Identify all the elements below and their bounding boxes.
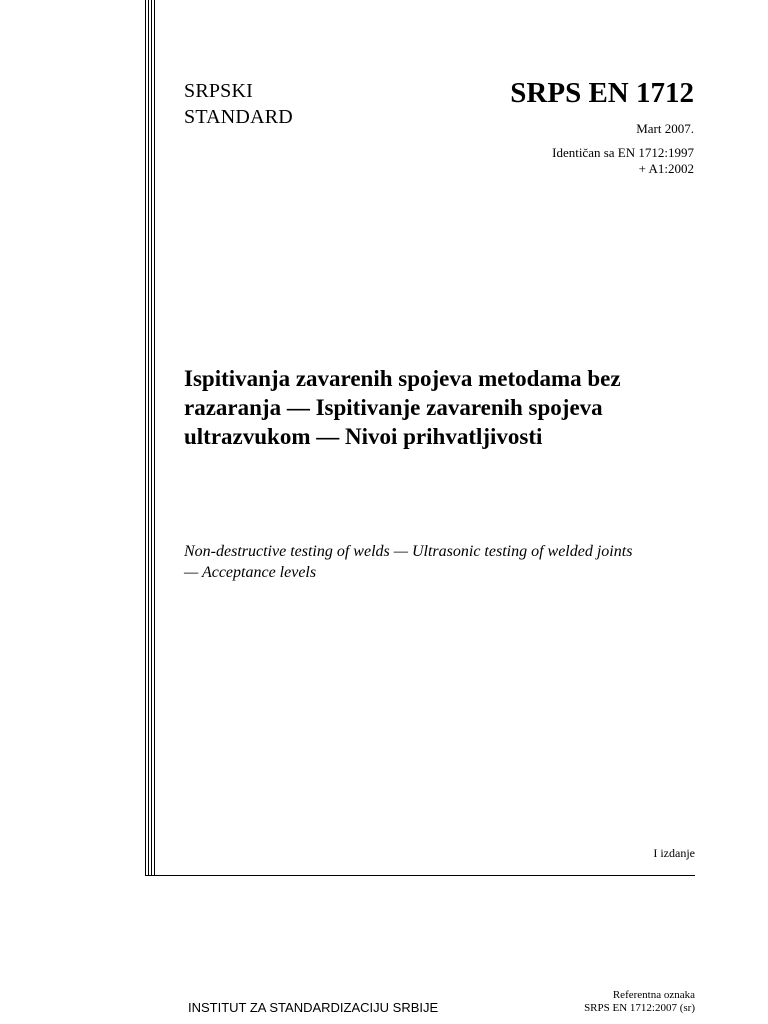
english-title-line1: Non-destructive testing of welds — Ultrasonic testing of welded joints	[184, 543, 633, 560]
serbian-title-line2: razaranja — Ispitivanje zavarenih spojeva	[184, 395, 603, 420]
serbian-title-line1: Ispitivanja zavarenih spojeva metodama bez	[184, 366, 621, 391]
standard-type-line2: STANDARD	[184, 106, 293, 128]
standard-type-line1: SRPSKI	[184, 80, 254, 102]
border-line-1	[145, 0, 146, 876]
identical-line1: Identičan sa EN 1712:1997	[552, 145, 694, 160]
english-title	[184, 541, 704, 583]
identical-line2: + A1:2002	[638, 161, 694, 176]
horizontal-rule	[145, 875, 695, 876]
reference-label: Referentna oznaka	[612, 989, 695, 1001]
border-line-2	[148, 0, 149, 876]
serbian-title	[184, 364, 704, 451]
standard-number: SRPS EN 1712	[510, 77, 694, 109]
english-title-line2: — Acceptance levels	[184, 564, 317, 581]
edition-label: I izdanje	[653, 846, 695, 860]
identical-note	[552, 145, 694, 177]
reference-code: SRPS EN 1712:2007 (sr)	[584, 1002, 695, 1014]
publication-date: Mart 2007.	[636, 121, 694, 136]
border-line-3	[151, 0, 152, 876]
institute-name: INSTITUT ZA STANDARDIZACIJU SRBIJE	[188, 1000, 439, 1015]
serbian-title-line3: ultrazvukom — Nivoi prihvatljivosti	[184, 424, 543, 449]
border-line-4	[154, 0, 155, 876]
